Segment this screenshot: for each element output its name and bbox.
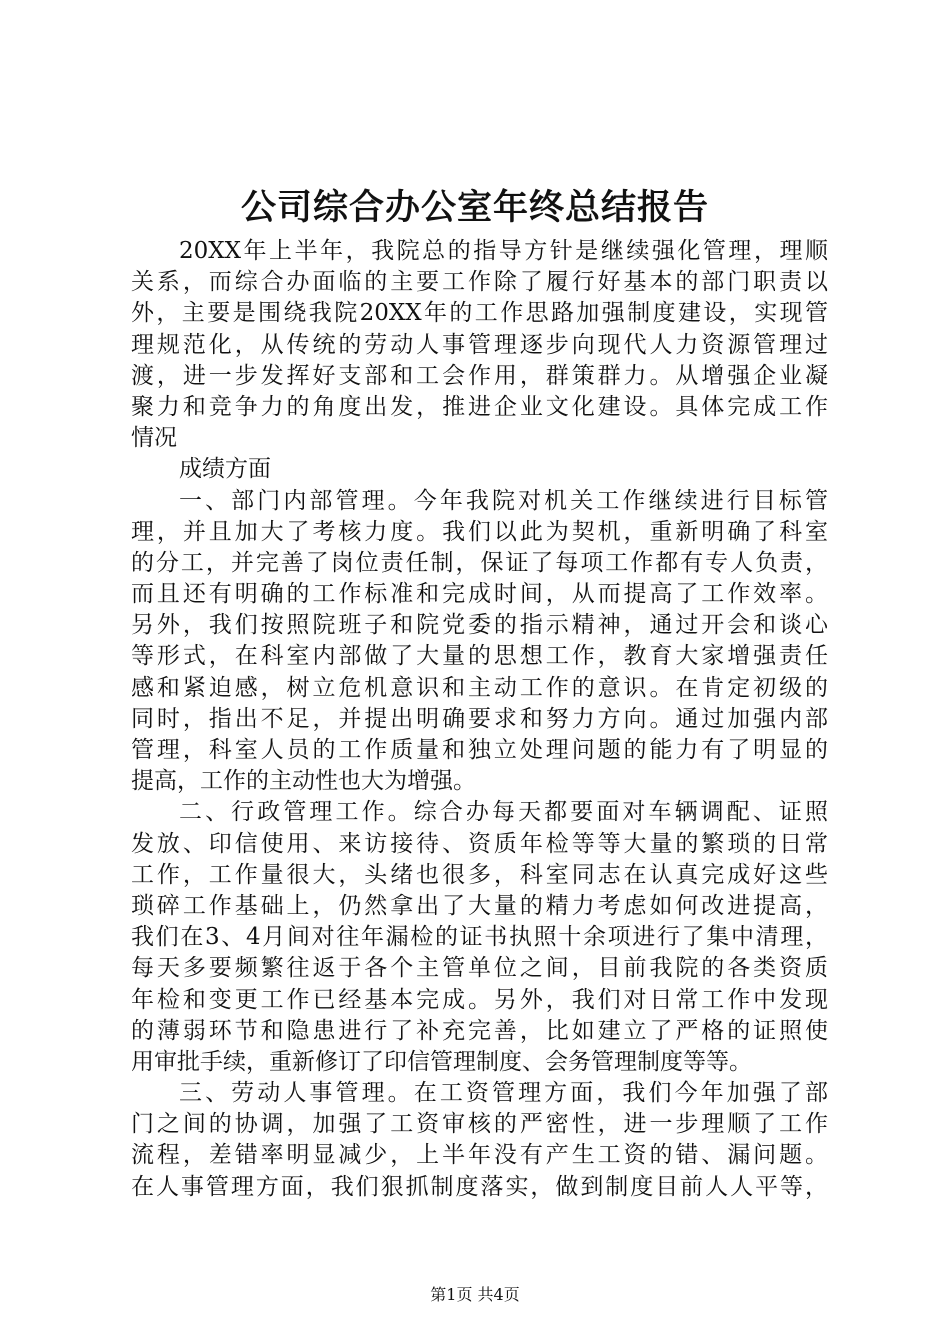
body-line: 的分工，并完善了岗位责任制，保证了每项工作都有专人负责，: [131, 549, 828, 576]
body-line: 每天多要频繁往返于各个主管单位之间，目前我院的各类资质: [131, 955, 828, 982]
body-line: 门之间的协调，加强了工资审核的严密性，进一步理顺了工作: [131, 1111, 828, 1138]
body-line: 等形式，在科室内部做了大量的思想工作，教育大家增强责任: [131, 643, 828, 670]
body-line: 流程，差错率明显减少，上半年没有产生工资的错、漏问题。: [131, 1142, 828, 1169]
body-line: 外，主要是围绕我院20XX年的工作思路加强制度建设，实现管: [131, 300, 828, 327]
body-line: 理规范化，从传统的劳动人事管理逐步向现代人力资源管理过: [131, 331, 828, 358]
body-line: 感和紧迫感，树立危机意识和主动工作的意识。在肯定初级的: [131, 674, 828, 701]
body-line: 渡，进一步发挥好支部和工会作用，群策群力。从增强企业凝: [131, 362, 828, 389]
body-line: 在人事管理方面，我们狠抓制度落实，做到制度目前人人平等，: [131, 1173, 828, 1200]
body-line: 我们在3、4月间对往年漏检的证书执照十余项进行了集中清理，: [131, 924, 828, 951]
body-line: 而且还有明确的工作标准和完成时间，从而提高了工作效率。: [131, 581, 828, 608]
body-line: 另外，我们按照院班子和院党委的指示精神，通过开会和谈心: [131, 612, 828, 639]
page-number-footer: 第1页 共4页: [430, 1285, 520, 1304]
body-line: 工作，工作量很大，头绪也很多，科室同志在认真完成好这些: [131, 861, 828, 888]
document-body: [131, 236, 828, 1203]
body-line: 同时，指出不足，并提出明确要求和努力方向。通过加强内部: [131, 705, 828, 732]
body-line: 一、部门内部管理。今年我院对机关工作继续进行目标管: [179, 487, 828, 514]
body-line: 管理，科室人员的工作质量和独立处理问题的能力有了明显的: [131, 737, 828, 763]
document-title: 公司综合办公室年终总结报告: [240, 187, 709, 228]
body-line: 用审批手续，重新修订了印信管理制度、会务管理制度等等。: [131, 1048, 752, 1075]
body-line: 理，并且加大了考核力度。我们以此为契机，重新明确了科室: [131, 518, 828, 545]
body-line: 提高，工作的主动性也大为增强。: [131, 768, 476, 795]
body-line: 情况: [131, 425, 177, 452]
body-line: 20XX年上半年，我院总的指导方针是继续强化管理，理顺: [179, 238, 828, 264]
body-line: 的薄弱环节和隐患进行了补充完善，比如建立了严格的证照使: [131, 1017, 828, 1044]
body-line: 聚力和竞争力的角度出发，推进企业文化建设。具体完成工作: [131, 393, 828, 420]
body-line: 二、行政管理工作。综合办每天都要面对车辆调配、证照: [179, 799, 828, 826]
section-heading: 成绩方面: [179, 456, 271, 483]
body-line: 年检和变更工作已经基本完成。另外，我们对日常工作中发现: [131, 986, 828, 1013]
body-line: 发放、印信使用、来访接待、资质年检等等大量的繁琐的日常: [131, 830, 828, 857]
body-line: 三、劳动人事管理。在工资管理方面，我们今年加强了部: [179, 1080, 828, 1107]
body-line: 关系，而综合办面临的主要工作除了履行好基本的部门职责以: [131, 269, 828, 296]
body-line: 琐碎工作基础上，仍然拿出了大量的精力考虑如何改进提高，: [131, 892, 828, 919]
